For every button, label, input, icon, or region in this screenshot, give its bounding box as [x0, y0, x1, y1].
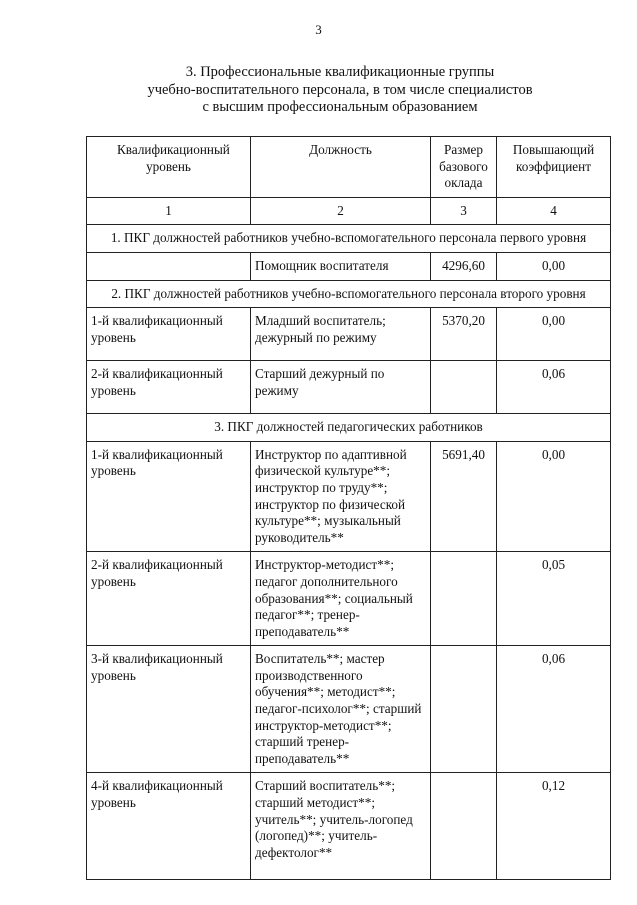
- qualification-table: [86, 136, 611, 880]
- table-row: [87, 308, 611, 361]
- level-cell: [87, 252, 251, 280]
- level-cell: 3-й квалификационный уровень: [87, 646, 251, 773]
- group-title-row: [87, 414, 611, 442]
- position-cell: Старший дежурный по режиму: [251, 361, 431, 414]
- page-number: 3: [315, 22, 322, 37]
- salary-cell: [431, 361, 497, 414]
- salary-cell: [431, 773, 497, 880]
- heading-line: учебно-воспитательного персонала, в том числе специалистов: [147, 81, 533, 98]
- col-number: 2: [251, 197, 431, 225]
- position-cell: Старший воспитатель**; старший методист**; учитель**; учитель-логопед (логопед)**; учитель-дефектолог**: [251, 773, 431, 880]
- position-cell: Инструктор-методист**; педагог дополнительного образования**; социальный педагог**; тренер-преподаватель**: [251, 552, 431, 646]
- level-cell: 1-й квалификационный уровень: [87, 441, 251, 552]
- table-row: [87, 252, 611, 280]
- table-row: [87, 441, 611, 552]
- coefficient-cell: 0,05: [497, 552, 611, 646]
- header-level: Квалификационный уровень: [87, 137, 251, 198]
- coefficient-cell: 0,00: [497, 308, 611, 361]
- coefficient-cell: 0,06: [497, 361, 611, 414]
- coefficient-cell: 0,06: [497, 646, 611, 773]
- header-salary: Размер базового оклада: [431, 137, 497, 198]
- coefficient-cell: 0,12: [497, 773, 611, 880]
- group-title-row: [87, 280, 611, 308]
- header-row: [87, 137, 611, 198]
- level-cell: 2-й квалификационный уровень: [87, 552, 251, 646]
- position-cell: Воспитатель**; мастер производственного обучения**; методист**; педагог-психолог**; старший инструктор-методист**; старший тренер-преподаватель**: [251, 646, 431, 773]
- group-title-row: [87, 225, 611, 253]
- column-number-row: [87, 197, 611, 225]
- group-title: 1. ПКГ должностей работников учебно-вспомогательного персонала первого уровня: [87, 225, 611, 253]
- level-cell: 4-й квалификационный уровень: [87, 773, 251, 880]
- table-row: [87, 646, 611, 773]
- coefficient-cell: 0,00: [497, 441, 611, 552]
- salary-cell: 5370,20: [431, 308, 497, 361]
- group-title: 3. ПКГ должностей педагогических работников: [87, 414, 611, 442]
- salary-cell: 4296,60: [431, 252, 497, 280]
- col-number: 3: [431, 197, 497, 225]
- salary-cell: [431, 646, 497, 773]
- position-cell: Инструктор по адаптивной физической культуре**; инструктор по труду**; инструктор по физической культуре**; музыкальный руководитель**: [251, 441, 431, 552]
- table-row: [87, 773, 611, 880]
- heading-line: с высшим профессиональным образованием: [202, 99, 478, 115]
- col-number: 1: [87, 197, 251, 225]
- group-title: 2. ПКГ должностей работников учебно-вспомогательного персонала второго уровня: [87, 280, 611, 308]
- salary-cell: 5691,40: [431, 441, 497, 552]
- header-coefficient: Повышающий коэффициент: [497, 137, 611, 198]
- salary-cell: [431, 552, 497, 646]
- coefficient-cell: 0,00: [497, 252, 611, 280]
- col-number: 4: [497, 197, 611, 225]
- position-cell: Помощник воспитателя: [251, 252, 431, 280]
- heading-line: 3. Профессиональные квалификационные группы: [185, 64, 495, 80]
- level-cell: 1-й квалификационный уровень: [87, 308, 251, 361]
- level-cell: 2-й квалификационный уровень: [87, 361, 251, 414]
- position-cell: Младший воспитатель; дежурный по режиму: [251, 308, 431, 361]
- table-row: [87, 552, 611, 646]
- header-position: Должность: [251, 137, 431, 198]
- table-row: [87, 361, 611, 414]
- section-heading: [60, 64, 620, 117]
